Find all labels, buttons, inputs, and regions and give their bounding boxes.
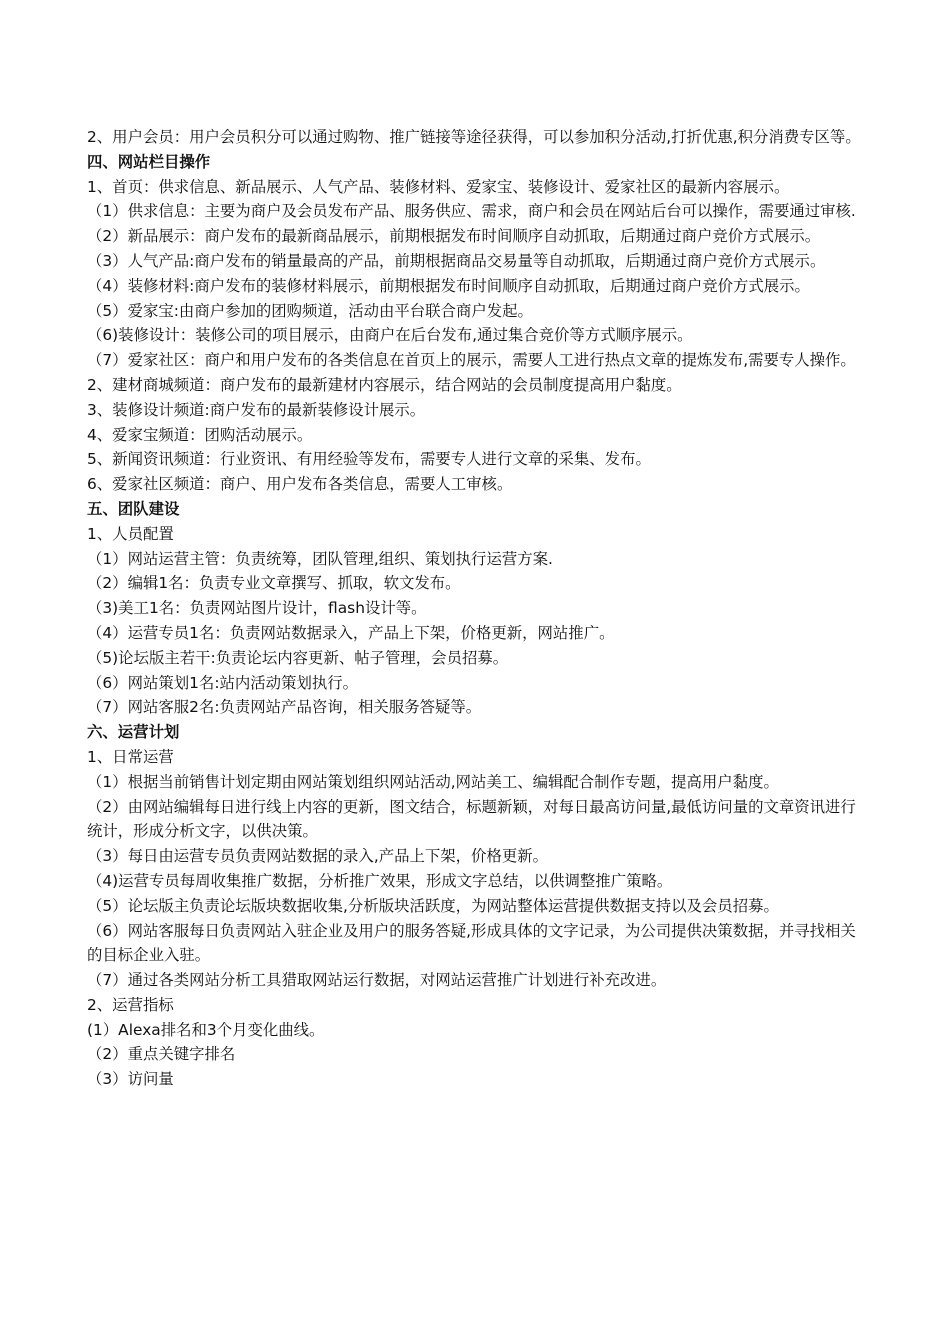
paragraph: 1、人员配置 [87, 524, 174, 543]
paragraph: （1）供求信息：主要为商户及会员发布产品、服务供应、需求，商户和会员在网站后台可以操作，需要通过审核. [87, 202, 856, 221]
paragraph: 6、爱家社区频道：商户、用户发布各类信息，需要人工审核。 [87, 475, 513, 494]
paragraph: （5)论坛版主若干:负责论坛内容更新、帖子管理，会员招募。 [87, 648, 509, 667]
paragraph: 4、爱家宝频道：团购活动展示。 [87, 425, 313, 444]
paragraph: （4)运营专员每周收集推广数据，分析推广效果，形成文字总结，以供调整推广策略。 [87, 871, 673, 890]
paragraph: 2、用户会员：用户会员积分可以通过购物、推广链接等途径获得，可以参加积分活动,打折优惠,积分消费专区等。 [87, 128, 861, 146]
section-heading: 五、团队建设 [87, 499, 180, 518]
paragraph: 1、日常运营 [87, 747, 174, 766]
paragraph: （7）通过各类网站分析工具猎取网站运行数据，对网站运营推广计划进行补充改进。 [87, 971, 667, 990]
section-heading: 六、运营计划 [87, 723, 180, 742]
paragraph: 1、首页：供求信息、新品展示、人气产品、装修材料、爱家宝、装修设计、爱家社区的最新内容展示。 [87, 177, 790, 196]
paragraph: 3、装修设计频道:商户发布的最新装修设计展示。 [87, 400, 426, 419]
paragraph: （3）人气产品:商户发布的销量最高的产品，前期根据商品交易量等自动抓取，后期通过商户竞价方式展示。 [87, 251, 826, 270]
document-page [87, 125, 869, 1092]
paragraph: （2）新品展示：商户发布的最新商品展示，前期根据发布时间顺序自动抓取，后期通过商户竞价方式展示。 [87, 227, 821, 246]
paragraph: （6)装修设计：装修公司的项目展示，由商户在后台发布,通过集合竞价等方式顺序展示。 [87, 326, 693, 345]
paragraph: （2）由网站编辑每日进行线上内容的更新，图文结合，标题新颖，对每日最高访问量,最低访问量的文章资讯进行统计，形成分析文字，以供决策。 [87, 797, 856, 841]
paragraph: （7）网站客服2名:负责网站产品咨询，相关服务答疑等。 [87, 698, 482, 717]
paragraph: （2）编辑1名：负责专业文章撰写、抓取，软文发布。 [87, 574, 461, 593]
paragraph: （6）网站策划1名:站内活动策划执行。 [87, 673, 359, 692]
paragraph: (1）Alexa排名和3个月变化曲线。 [87, 1020, 325, 1039]
paragraph: （7）爱家社区：商户和用户发布的各类信息在首页上的展示，需要人工进行热点文章的提炼发布,需要专人操作。 [87, 351, 856, 370]
paragraph: （1）根据当前销售计划定期由网站策划组织网站活动,网站美工、编辑配合制作专题，提高用户黏度。 [87, 772, 779, 791]
paragraph: （4）运营专员1名：负责网站数据录入，产品上下架，价格更新，网站推广。 [87, 623, 615, 642]
paragraph: （4）装修材料:商户发布的装修材料展示，前期根据发布时间顺序自动抓取，后期通过商户竞价方式展示。 [87, 276, 810, 295]
paragraph: （3)美工1名：负责网站图片设计，flash设计等。 [87, 599, 427, 618]
paragraph: （6）网站客服每日负责网站入驻企业及用户的服务答疑,形成具体的文字记录，为公司提供决策数据，并寻找相关的目标企业入驻。 [87, 921, 856, 965]
paragraph: （5）论坛版主负责论坛版块数据收集,分析版块活跃度，为网站整体运营提供数据支持以及会员招募。 [87, 896, 779, 915]
paragraph: （1）网站运营主管：负责统筹，团队管理,组织、策划执行运营方案. [87, 549, 553, 568]
paragraph: （3）访问量 [87, 1070, 174, 1089]
paragraph: （5）爱家宝:由商户参加的团购频道，活动由平台联合商户发起。 [87, 301, 533, 320]
paragraph: （3）每日由运营专员负责网站数据的录入,产品上下架，价格更新。 [87, 847, 549, 866]
paragraph: 5、新闻资讯频道：行业资讯、有用经验等发布，需要专人进行文章的采集、发布。 [87, 450, 651, 469]
section-heading: 四、网站栏目操作 [87, 152, 211, 171]
paragraph: 2、建材商城频道：商户发布的最新建材内容展示，结合网站的会员制度提高用户黏度。 [87, 375, 682, 394]
paragraph: 2、运营指标 [87, 995, 174, 1014]
paragraph: （2）重点关键字排名 [87, 1045, 236, 1064]
